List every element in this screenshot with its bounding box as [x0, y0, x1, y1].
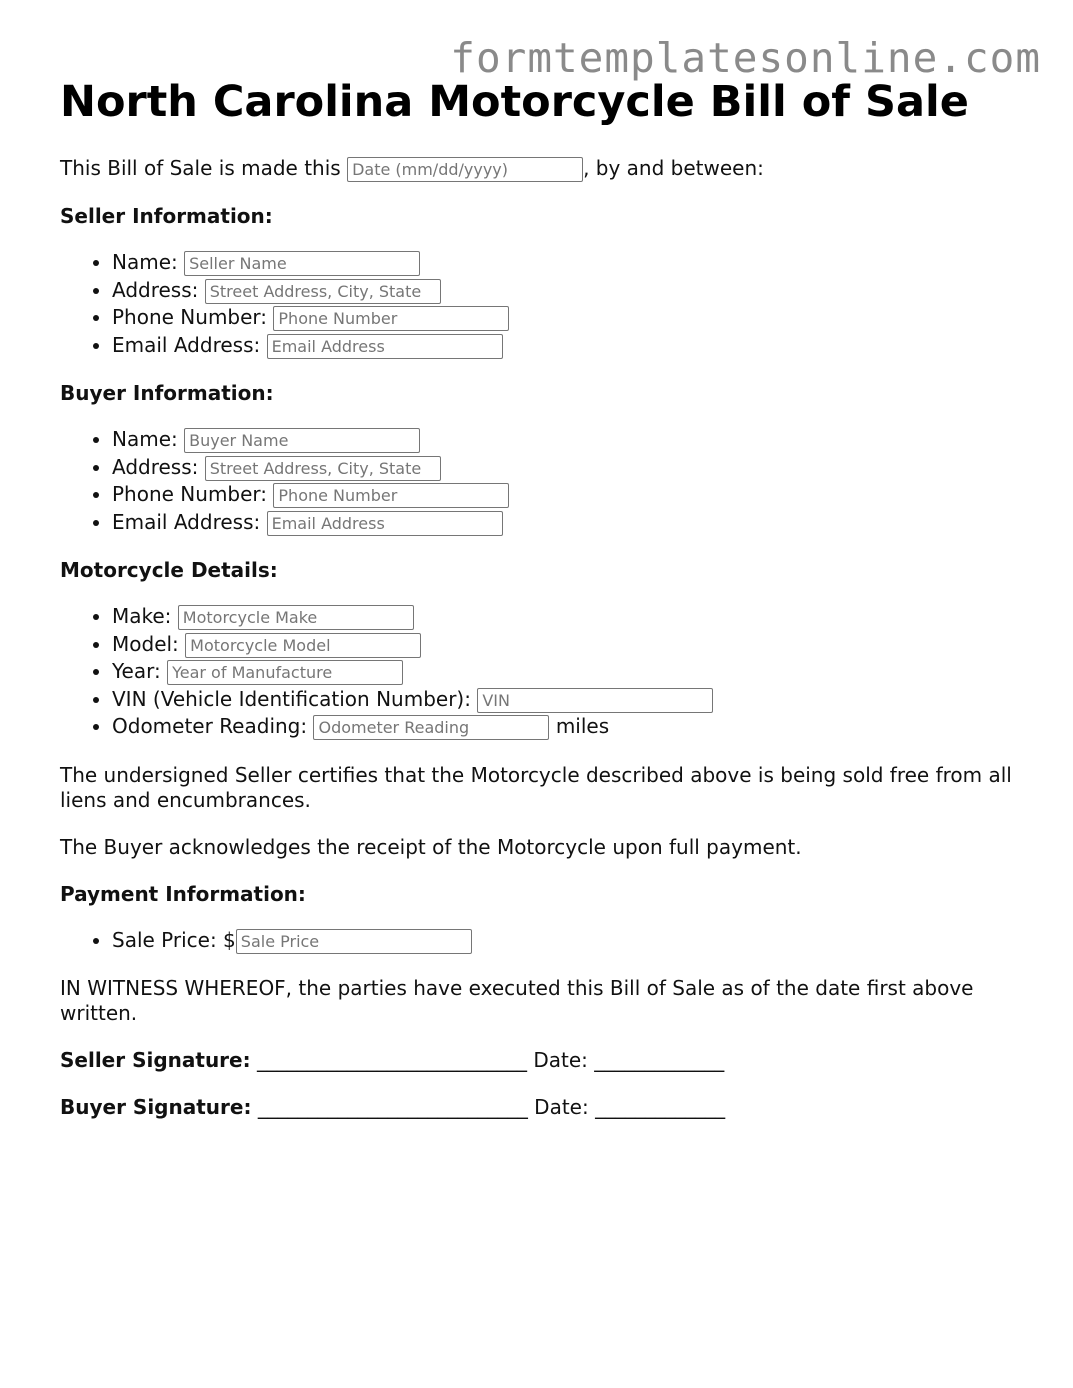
make-label: Make: [112, 604, 172, 628]
list-item [112, 332, 1020, 360]
list-item [112, 686, 1020, 714]
seller-list [60, 249, 1020, 359]
seller-heading: Seller Information: [60, 204, 273, 228]
seller-email-label: Email Address: [112, 332, 261, 357]
buyer-phone-input[interactable] [273, 483, 509, 508]
payment-list [60, 927, 1020, 955]
sale-price-label: Sale Price: $ [112, 927, 236, 952]
seller-phone-input[interactable] [273, 306, 509, 331]
buyer-list [60, 426, 1020, 536]
vin-label: VIN (Vehicle Identification Number): [112, 686, 471, 711]
seller-date-label: Date: [533, 1048, 588, 1072]
buyer-heading: Buyer Information: [60, 381, 274, 405]
buyer-name-label: Name: [112, 427, 178, 451]
seller-signature-line [60, 1048, 1020, 1073]
buyer-phone-label: Phone Number: [112, 482, 268, 506]
odometer-unit: miles [555, 714, 610, 738]
buyer-date-label: Date: [534, 1095, 589, 1119]
watermark: formtemplatesonline.com [450, 34, 1041, 82]
seller-phone-label: Phone Number: [112, 305, 268, 329]
document [60, 76, 1020, 1120]
seller-address-label: Address: [112, 277, 199, 302]
list-item [112, 927, 1020, 955]
page-title: North Carolina Motorcycle Bill of Sale [60, 77, 969, 127]
seller-date-blank: _____________ [594, 1048, 725, 1072]
seller-signature-blank: ___________________________ [256, 1048, 527, 1072]
seller-name-input[interactable] [184, 251, 420, 276]
sale-date-input[interactable] [347, 157, 583, 182]
model-input[interactable] [185, 633, 421, 658]
seller-signature-label: Seller Signature: [60, 1048, 251, 1072]
certification-text: The undersigned Seller certifies that the Motorcycle described above is being sold free from all liens and encumbrances. [60, 762, 1012, 812]
witness-text: IN WITNESS WHEREOF, the parties have executed this Bill of Sale as of the date first above written. [60, 976, 974, 1025]
intro-line [60, 156, 1020, 182]
buyer-email-input[interactable] [267, 511, 503, 536]
odometer-label: Odometer Reading: [112, 714, 308, 738]
list-item [112, 481, 1020, 509]
buyer-name-input[interactable] [184, 428, 420, 453]
list-item [112, 304, 1020, 332]
buyer-date-blank: _____________ [595, 1095, 726, 1119]
list-item [112, 631, 1020, 659]
seller-email-input[interactable] [267, 334, 503, 359]
list-item [112, 277, 1020, 305]
list-item [112, 454, 1020, 482]
intro-suffix: , by and between: [583, 156, 764, 180]
model-label: Model: [112, 631, 179, 656]
motorcycle-heading: Motorcycle Details: [60, 558, 278, 582]
sale-price-input[interactable] [236, 929, 472, 954]
year-label: Year: [112, 659, 161, 683]
make-input[interactable] [178, 605, 414, 630]
list-item [112, 713, 1020, 741]
list-item [112, 249, 1020, 277]
buyer-signature-label: Buyer Signature: [60, 1095, 252, 1119]
buyer-signature-line [60, 1095, 1020, 1120]
payment-heading: Payment Information: [60, 881, 306, 906]
buyer-signature-blank: ___________________________ [257, 1095, 528, 1119]
year-input[interactable] [167, 660, 403, 685]
list-item [112, 509, 1020, 537]
list-item [112, 658, 1020, 686]
buyer-email-label: Email Address: [112, 509, 261, 534]
seller-address-input[interactable] [205, 279, 441, 304]
acknowledgement-text: The Buyer acknowledges the receipt of the Motorcycle upon full payment. [60, 834, 802, 859]
seller-name-label: Name: [112, 250, 178, 274]
buyer-address-input[interactable] [205, 456, 441, 481]
odometer-input[interactable] [313, 715, 549, 740]
vin-input[interactable] [477, 688, 713, 713]
list-item [112, 603, 1020, 631]
list-item [112, 426, 1020, 454]
buyer-address-label: Address: [112, 454, 199, 479]
motorcycle-list [60, 603, 1020, 741]
intro-prefix: This Bill of Sale is made this [60, 156, 341, 180]
